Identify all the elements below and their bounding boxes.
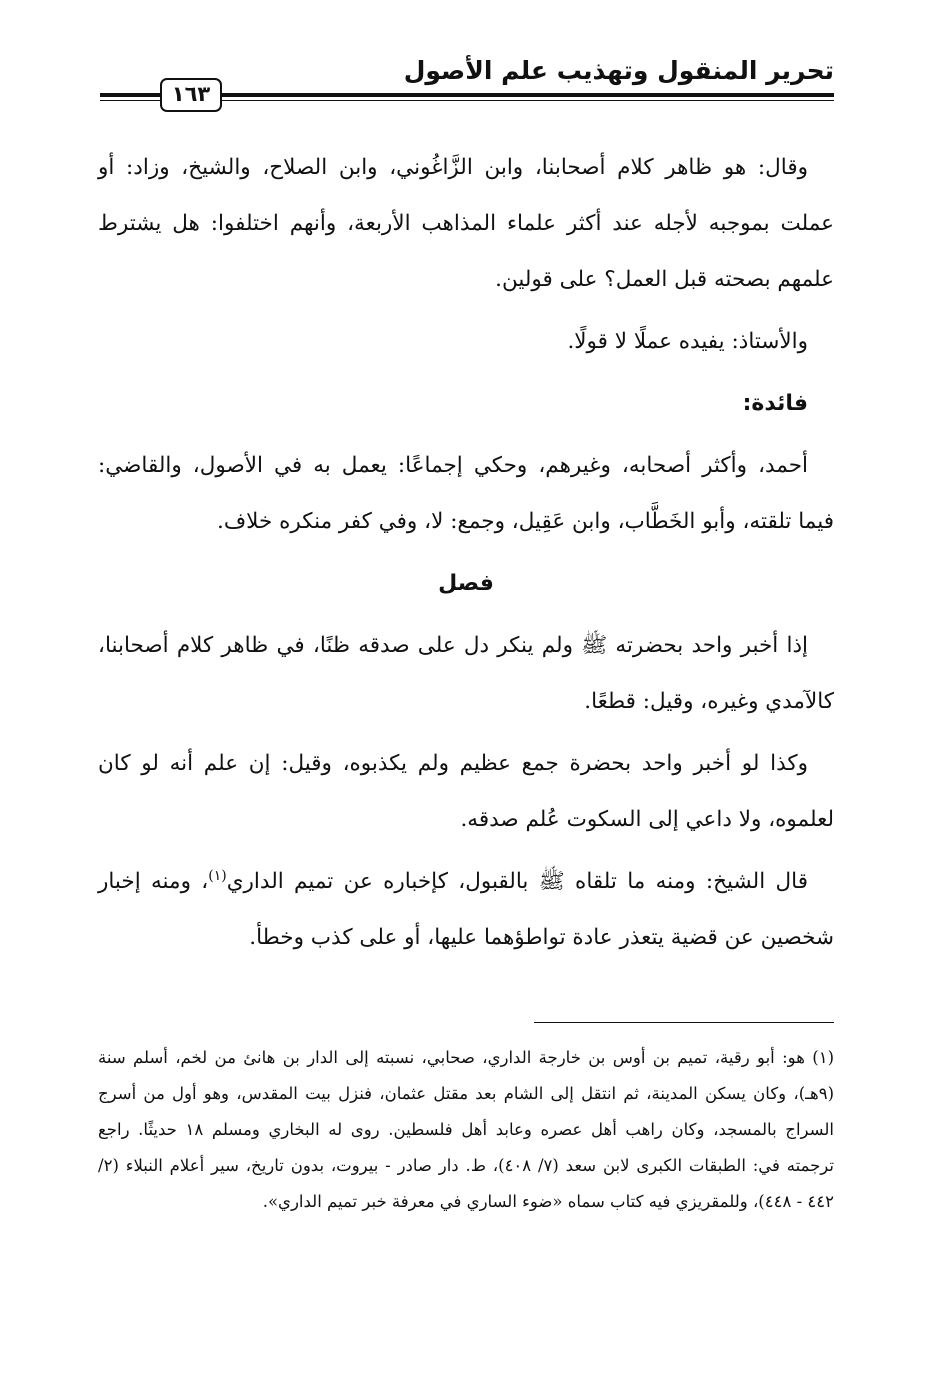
paragraph-2: والأستاذ: يفيده عملًا لا قولًا. (567, 329, 808, 354)
heading-fasl: فصل (438, 571, 494, 596)
paragraph-6-end: ، ومنه إخبار شخصين عن قضية يتعذر عادة تواطؤهما عليها، أو على كذب وخطأ. (98, 869, 834, 950)
page-header (100, 55, 834, 105)
paragraph-3: أحمد، وأكثر أصحابه، وغيرهم، وحكي إجماعًا: يعمل به في الأصول، والقاضي: فيما تلقته، وأبو الخَطَّاب، وابن عَقِيل، وجمع: لا، وفي كفر منكره خلاف. (98, 453, 834, 534)
paragraph-6-start: قال الشيخ: ومنه ما تلقاه ﷺ بالقبول، كإخباره عن تميم الداري (226, 869, 808, 894)
paragraph-1: وقال: هو ظاهر كلام أصحابنا، وابن الزَّاغُوني، وابن الصلاح، والشيخ، وزاد: أو عملت بموجبه لأجله عند أكثر علماء المذاهب الأربعة، وأنهم اختلفوا: هل يشترط علمهم بصحته قبل العمل؟ على قولين. (98, 155, 834, 292)
paragraph-6 (98, 854, 834, 966)
footnote-1: (١) هو: أبو رقية، تميم بن أوس بن خارجة الداري، صحابي، نسبته إلى الدار بن هانئ من لخم، أسلم سنة (٩هـ)، وكان يسكن المدينة، ثم انتقل إلى الشام بعد مقتل عثمان، فنزل بيت المقدس، وهو أول من أسرج السراج بالمسجد، وكان راهب أهل عصره وعابد أهل فلسطين. روى له البخاري ومسلم ١٨ حديثًا. راجع ترجمته في: الطبقات الكبرى لابن سعد (٧/ ٤٠٨)، ط. دار صادر - بيروت، بدون تاريخ، سير أعلام النبلاء (٢/ ٤٤٢ - ٤٤٨)، وللمقريزي فيه كتاب سماه «ضوء الساري في معرفة خبر تميم الداري». (98, 1048, 834, 1211)
book-title: تحرير المنقول وتهذيب علم الأصول (403, 56, 834, 85)
paragraph-4: إذا أخبر واحد بحضرته ﷺ ولم ينكر دل على صدقه ظنًا، في ظاهر كلام أصحابنا، كالآمدي وغيره، وقيل: قطعًا. (98, 633, 834, 714)
page-number: ١٦٣ (160, 78, 222, 112)
footnote-separator (534, 1022, 834, 1023)
footnote-reference[interactable]: (١) (208, 867, 227, 884)
heading-faida: فائدة: (742, 391, 808, 416)
paragraph-5: وكذا لو أخبر واحد بحضرة جمع عظيم ولم يكذبوه، وقيل: إن علم أنه لو كان لعلموه، ولا داعي إلى السكوت عُلم صدقه. (98, 751, 834, 832)
main-text (98, 140, 834, 972)
